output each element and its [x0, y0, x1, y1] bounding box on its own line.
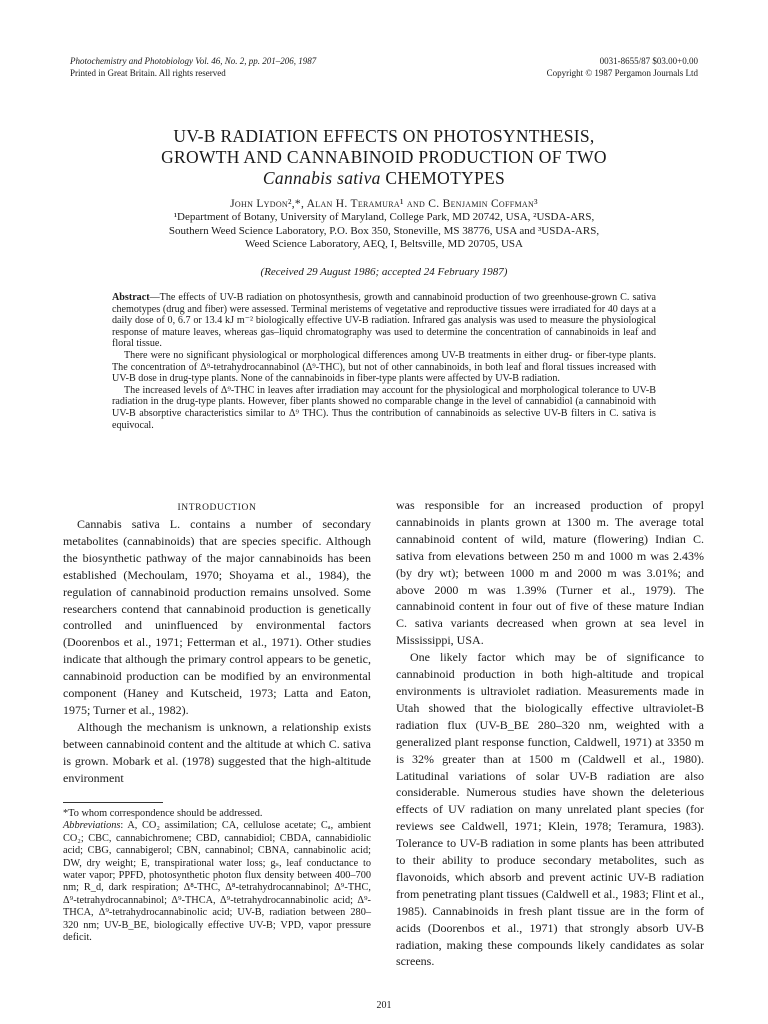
- left-column: [63, 516, 371, 787]
- journal-header-right: [438, 55, 698, 79]
- correspondence-footnote: *To whom correspondence should be addressed.: [63, 808, 263, 819]
- received-dates-text: (Received 29 August 1986; accepted 24 February 1987): [260, 266, 508, 278]
- affiliation-line-1: ¹Department of Botany, University of Maryland, College Park, MD 20742, USA, ²USDA-ARS,: [173, 211, 595, 223]
- affiliation-line-2: Southern Weed Science Laboratory, P.O. Box 350, Stoneville, MS 38776, USA and ³USDA-ARS,: [168, 224, 600, 237]
- paper-title: [60, 126, 708, 189]
- title-line-3: [60, 168, 708, 189]
- copyright-notice: Copyright © 1987 Pergamon Journals Ltd: [546, 68, 698, 78]
- footnotes: [63, 808, 371, 944]
- intro-paragraph-2: Although the mechanism is unknown, a relationship exists between cannabinoid content and the altitude at which C. sativa is grown. Mobark et al. (1978) suggested that the high-altitude environment: [63, 719, 371, 785]
- received-dates: [60, 265, 708, 279]
- right-column: [396, 497, 704, 970]
- printed-notice: Printed in Great Britain. All rights reserved: [70, 68, 226, 78]
- title-line-2: GROWTH AND CANNABINOID PRODUCTION OF TWO: [161, 147, 607, 167]
- journal-header-left: [70, 55, 410, 79]
- journal-citation: Photochemistry and Photobiology Vol. 46, No. 2, pp. 201–206, 1987: [70, 56, 317, 66]
- abstract-paragraph-3: The increased levels of Δ⁹-THC in leaves after irradiation may account for the physiological and morphological tolerance to UV-B radiation in the drug-type plants. However, fiber plants showed no comparable change in the level of cannabidiol (a cannabinoid with UV-B absorptive characteristics similar to Δ⁹ THC). Thus the contribution of cannabinoids as selective UV-B filters in C. sativa is equivocal.: [112, 384, 656, 431]
- intro-paragraph-3: was responsible for an increased production of propyl cannabinoids in plants grown at 1300 m. The average total cannabinoid content of wild, mature (flowering) Indian C. sativa from elevations between 250 m and 1000 m was 2.43% (by dry wt); between 1000 m and 2000 m was 3.01%; and above 2000 m was 1.39% (Turner et al., 1979). The cannabinoid content in four out of five of these mature Indian C. sativa variants decreased when grown at sea level in Mississippi, USA.: [396, 498, 704, 648]
- abbreviations-label: Abbreviations: [63, 820, 121, 832]
- section-heading-introduction: INTRODUCTION: [177, 503, 257, 513]
- affiliations: [60, 211, 708, 252]
- intro-paragraph-1: Cannabis sativa L. contains a number of secondary metabolites (cannabinoids) that are species specific. Although the biosynthetic pathway of the major cannabinoids has been established (Mechoulam, 1970; Shoyama et al., 1984), the regulation of cannabinoid production remains unsolved. Some researchers contend that cannabinoid production is genetically controlled and uninfluenced by environmental factors (Doorenbos et al., 1971; Fetterman et al., 1971). Other studies indicate that although the primary control appears to be genetic, cannabinoid production can be modified by an environmental component (Haney and Kutscheid, 1973; Latta and Eaton, 1975; Turner et al., 1982).: [63, 517, 371, 717]
- affiliation-line-3: Weed Science Laboratory, AEQ, I, Beltsville, MD 20705, USA: [245, 238, 523, 250]
- abstract: [112, 292, 656, 431]
- abstract-text-1: —The effects of UV-B radiation on photosynthesis, growth and cannabinoid production of two greenhouse-grown C. sativa chemotypes (drug and fiber) were assessed. Terminal meristems of vegetative and reproductive tissues were irradiated for 40 days at a daily dose of 0, 6.7 or 13.4 kJ m⁻² biologically effective UV-B radiation. Infrared gas analysis was used to measure the physiological response of mature leaves, whereas gas–liquid chromatography was used to determine the concentration of cannabinoids in leaf and floral tissue.: [112, 292, 656, 350]
- abbreviations-text: : A, CO₂ assimilation; CA, cellulose acetate; Cₐ, ambient CO₂; CBC, cannabichromene; CBD, cannabidiol; CBDA, cannabidiolic acid; CBG, cannabigerol; CBN, cannabinol; CBNA, cannabinolic acid; DW, dry weight; E, transpirational water loss; gₛ, leaf conductance to water vapor; PPFD, photosynthetic photon flux density between 400–700 nm; R_d, dark respiration; Δ⁸-THC, Δ⁸-tetrahydrocannabinol; Δ⁹-THC, Δ⁹-tetrahydrocannabinol; Δ⁹-THCA, Δ⁹-tetrahydrocannabinolic acid; Δ⁹-THCA, Δ⁹-tetrahydrocannabinolic acid; UV-B, radiation between 280–320 nm; UV-B_BE, biologically effective UV-B; VPD, vapor pressure deficit.: [63, 820, 371, 944]
- issn-price-code: 0031-8655/87 $03.00+0.00: [599, 56, 698, 66]
- abstract-paragraph-1: [112, 292, 656, 350]
- page-number: 201: [376, 1000, 392, 1011]
- title-line-1: UV-B RADIATION EFFECTS ON PHOTOSYNTHESIS,: [173, 126, 595, 146]
- abstract-label: Abstract: [112, 292, 150, 303]
- intro-paragraph-4: One likely factor which may be of significance to cannabinoid production in both high-altitude and tropical environments is ultraviolet radiation. Measurements made in Utah showed that the biologically effective ultraviolet-B radiation flux (UV-B_BE 280–320 nm, weighted with a generalized plant response function, Caldwell, 1971) at 3350 m is 32% greater than at 1500 m (Caldwell et al., 1980). Latitudinal variations of solar UV-B radiation are also considerable. Numerous studies have shown the deleterious effects of UV radiation on many unrelated plant species (for reviews see Caldwell, 1971; Klein, 1978; Teramura, 1983). Tolerance to UV-B radiation in some plants has been attributed to their ability to produce secondary metabolites, such as flavonoids, which absorb and prevent actinic UV-B radiation from penetrating plant tissues (Caldwell et al., 1983; Flint et al., 1985). Cannabinoids in fresh plant tissue are in the form of acids (Doorenbos et al., 1971) that strongly absorb UV-B radiation, making these compounds likely candidates as solar screens.: [396, 650, 704, 969]
- title-species: Cannabis sativa: [262, 168, 381, 188]
- author-list: John Lydon²,*, Alan H. Teramura¹ and C. Benjamin Coffman³: [230, 198, 538, 210]
- abstract-paragraph-2: There were no significant physiological or morphological differences among UV-B treatments in either drug- or fiber-type plants. The concentration of Δ⁹-tetrahydrocannabinol (Δ⁹-THC), but not of other cannabinoids, in both leaf and floral tissues increased with UV-B dose in drug-type plants. None of the cannabinoids in fiber-type plants were affected by UV-B radiation.: [112, 349, 656, 385]
- footnote-divider: [63, 802, 163, 803]
- abbreviations-footnote: [63, 820, 371, 944]
- title-line-3-rest: CHEMOTYPES: [380, 168, 506, 188]
